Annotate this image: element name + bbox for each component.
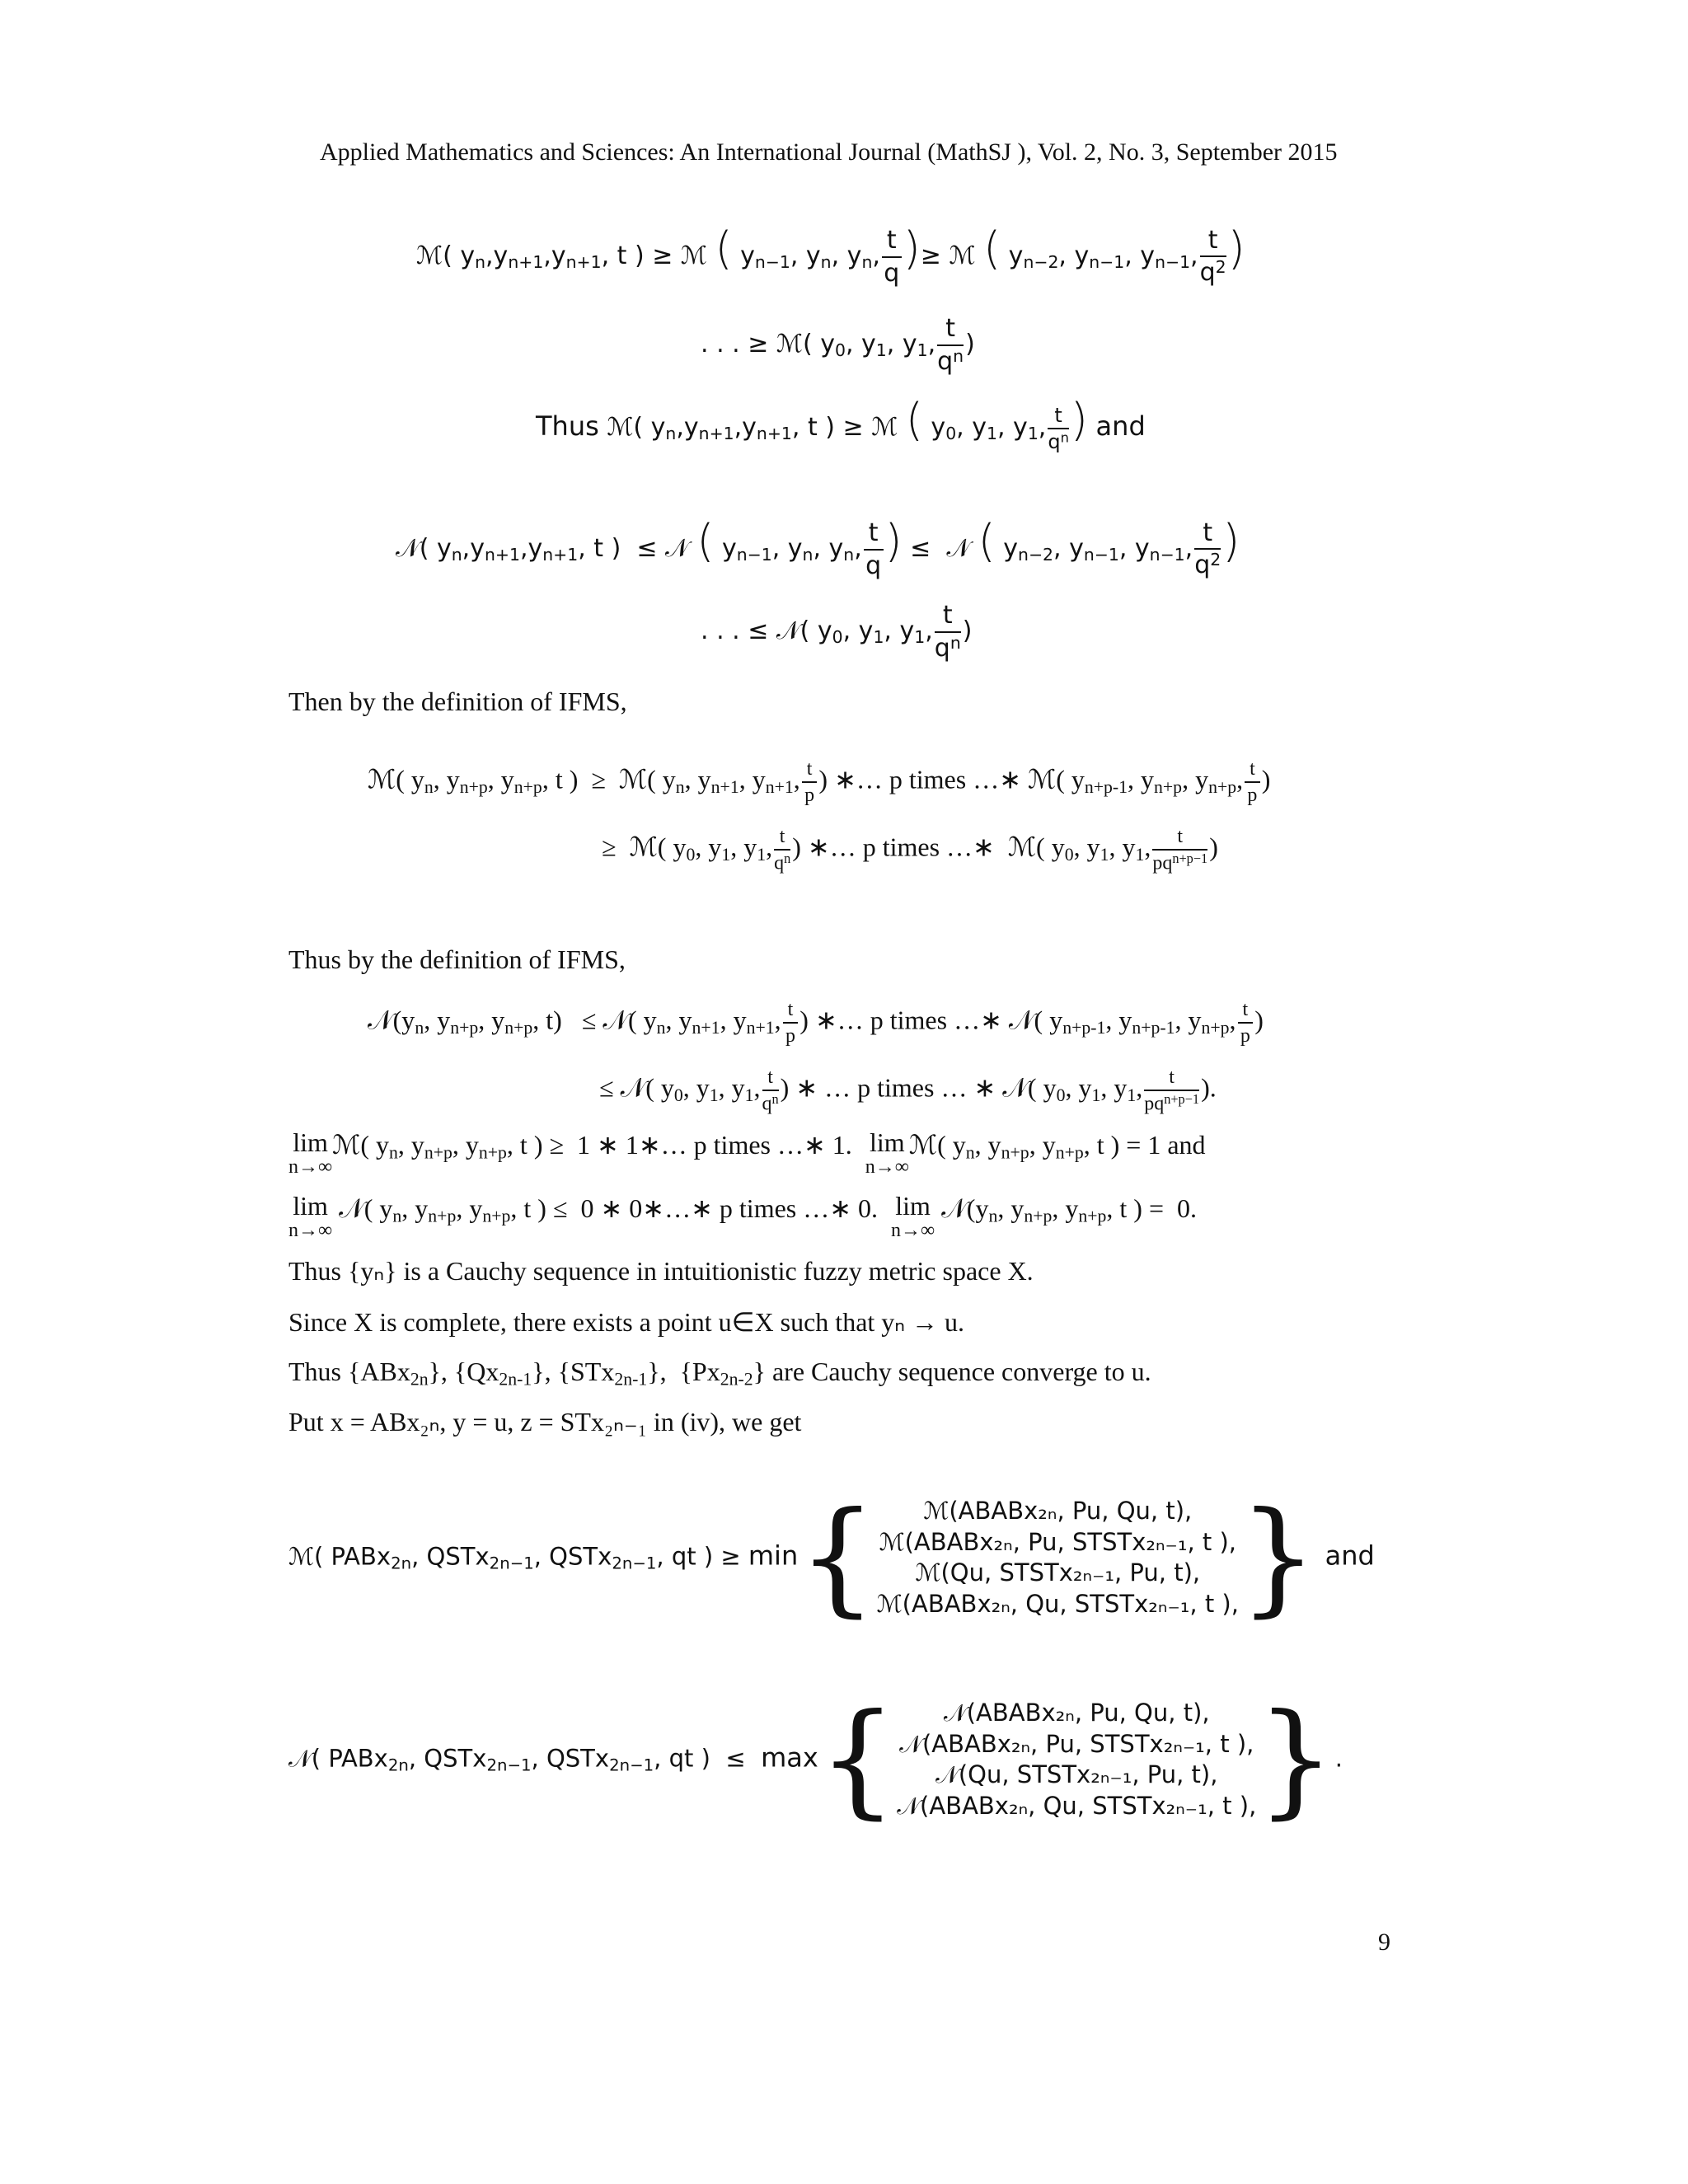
equation-n-ptimes-1: $𝒩(y_n$, $y_{n+p}$, $y_{n+p}$, t) ≤ 𝒩( $y_n$, $y_{n+1}$, $y_{n+1}$, $\frac{t}{p}$ ) ∗… p times …∗ 𝒩( $y_{n+p-1}$, $y_{n+p-1}$, $y_{n+p}$, $\frac{t}{p}$ ) xyxy=(368,999,1264,1047)
min-set-term: ℳ(Qu, STSTx₂ₙ₋₁, Pu, t), xyxy=(915,1558,1201,1587)
p-times-label: … p times … xyxy=(837,1005,981,1035)
min-operator: min xyxy=(748,1540,799,1572)
lim-subscript: n→∞ xyxy=(891,1219,935,1241)
min-set-term: ℳ(ABABx₂ₙ, Pu, Qu, t), xyxy=(923,1497,1193,1525)
equation-m-chain-1: ℳ( $y_n,y_{n+1},y_{n+1}$, t ) ≥ ℳ ( $y_{n-1}$, $y_n$, $y_n$, $\frac{t}{q}$ )≥ ℳ ( $y_{n-2}$, $y_{n-1}$, $y_{n-1}$, $\frac{t}{q^2}$ ) xyxy=(416,223,1245,288)
equation-m-thus: Thus ℳ( $y_n,y_{n+1},y_{n+1}$, t ) ≥ ℳ ( $y_0$, $y_1$, $y_1$, $\frac{t}{q^n}$ ) and xyxy=(536,394,1146,453)
page-number: 9 xyxy=(1378,1929,1390,1956)
paragraph-thus-ifms: Thus by the definition of IFMS, xyxy=(288,944,626,974)
equation-n-chain-2: . . . ≤ 𝒩( $y_0$, $y_1$, $y_1$, $\frac{t}{q^n}$ ) xyxy=(701,601,973,663)
journal-header: Applied Mathematics and Sciences: An International Journal (MathSJ ), Vol. 2, No. 3, September 2015 xyxy=(320,138,1338,166)
lim-operator: lim xyxy=(870,1127,905,1157)
min-set xyxy=(877,1496,1239,1620)
equation-m-ptimes-2: ≥ ℳ( $y_0$, $y_1$, $y_1$, $\frac{t}{q^n}$ ) ∗… p times …∗ ℳ( $y_0$, $y_1$, $y_1$, $\frac{t}{pq^{n+p-1}}$ ) xyxy=(602,826,1218,874)
equation-limit-n: lim n→∞ 𝒩( $y_n$, $y_{n+p}$, $y_{n+p}$, t ) ≤ 0 ∗ 0∗…∗ p times …∗ 0. lim n→∞ $𝒩(y_n$, $y_{n+p}$, $y_{n+p}$, t ) = 0. xyxy=(288,1191,1197,1241)
lim-operator: lim xyxy=(293,1191,328,1221)
lim-operator: lim xyxy=(293,1127,328,1157)
and-word: and xyxy=(1095,410,1146,442)
paragraph-sequences: Thus {ABx$_{2n}$}, $\{Qx_{2n-1}\}$, {STx$_{2n-1}$}, $\{Px_{2n-2}\}$ are Cauchy sequence converge to u. xyxy=(288,1357,1151,1390)
equation-n-ptimes-2: ≤ 𝒩( $y_0$, $y_1$, $y_1$, $\frac{t}{q^n}$ ) ∗ … p times … ∗ 𝒩( $y_0$, $y_1$, $y_1$, $\frac{t}{pq^{n+p-1}}$ ). xyxy=(599,1066,1217,1115)
paragraph-cauchy: Thus {yₙ} is a Cauchy sequence in intuitionistic fuzzy metric space X. xyxy=(288,1256,1034,1286)
lim-subscript: n→∞ xyxy=(288,1219,333,1241)
p-times-label: … p times … xyxy=(824,1072,968,1103)
equation-max: 𝒩( PABx$_{2n}$, QSTx$_{2n-1}$, QSTx$_{2n-1}$, qt ) ≤ max{ 𝒩(ABABx₂ₙ, Pu, Qu, t), 𝒩(ABABx₂ₙ, Pu, STSTx₂ₙ₋₁, t ), 𝒩(Qu, STSTx₂ₙ₋₁, Pu, t), 𝒩(ABABx₂ₙ, Qu, STSTx₂ₙ₋₁, t ), }. xyxy=(288,1688,1343,1832)
equation-m-chain-2: . . . ≥ ℳ( $y_0$, $y_1$, $y_1$, $\frac{t}{q^n}$ ) xyxy=(701,314,975,376)
max-set-term: 𝒩(ABABx₂ₙ, Qu, STSTx₂ₙ₋₁, t ), xyxy=(897,1792,1257,1821)
max-set-term: 𝒩(ABABx₂ₙ, Pu, Qu, t), xyxy=(943,1699,1210,1727)
p-times-label: … p times … xyxy=(856,764,1000,794)
p-times-label: … p times … xyxy=(829,832,973,862)
equation-m-ptimes-1: ℳ( $y_n$, $y_{n+p}$, $y_{n+p}$, t ) ≥ ℳ( $y_n$, $y_{n+1}$, $y_{n+1}$, $\frac{t}{p}$ ) ∗… p times …∗ ℳ( $y_{n+p-1}$, $y_{n+p}$, $y_{n+p}$, $\frac{t}{p}$ ) xyxy=(368,758,1271,806)
max-set-term: 𝒩(ABABx₂ₙ, Pu, STSTx₂ₙ₋₁, t ), xyxy=(899,1729,1254,1758)
paragraph-complete: Since X is complete, there exists a point u∈X such that yₙ → u. xyxy=(288,1307,965,1337)
max-operator: max xyxy=(761,1741,818,1774)
min-set-term: ℳ(ABABx₂ₙ, Pu, STSTx₂ₙ₋₁, t ), xyxy=(879,1527,1237,1556)
lim-operator: lim xyxy=(895,1191,931,1221)
equation-limit-m: lim n→∞ ℳ( $y_n$, $y_{n+p}$, $y_{n+p}$, t ) ≥ 1 ∗ 1∗… p times …∗ 1. lim n→∞ ℳ( $y_n$, $y_{n+p}$, $y_{n+p}$, t ) = 1 and xyxy=(288,1127,1206,1178)
paragraph-put: Put x = ABx₂ₙ, y = u, z = STx₂ₙ₋₁ in (iv), we get xyxy=(288,1407,802,1436)
max-set-term: 𝒩(Qu, STSTx₂ₙ₋₁, Pu, t), xyxy=(935,1760,1218,1789)
lim-subscript: n→∞ xyxy=(288,1155,333,1178)
max-set xyxy=(897,1698,1256,1822)
lim-subscript: n→∞ xyxy=(865,1155,909,1178)
paragraph-then-ifms: Then by the definition of IFMS, xyxy=(288,687,627,716)
equation-min: ℳ( PABx$_{2n}$, QSTx$_{2n-1}$, QSTx$_{2n-1}$, qt ) ≥ min{ ℳ(ABABx₂ₙ, Pu, Qu, t), ℳ(ABABx₂ₙ, Pu, STSTx₂ₙ₋₁, t ), ℳ(Qu, STSTx₂ₙ₋₁, Pu, t), ℳ(ABABx₂ₙ, Qu, STSTx₂ₙ₋₁, t ), } and xyxy=(288,1486,1375,1630)
thus-word: Thus xyxy=(536,410,599,442)
and-word: and xyxy=(1325,1540,1375,1572)
min-set-term: ℳ(ABABx₂ₙ, Qu, STSTx₂ₙ₋₁, t ), xyxy=(876,1590,1239,1619)
equation-n-chain-1: 𝒩( $y_n,y_{n+1},y_{n+1}$, t ) ≤ 𝒩 ( $y_{n-1}$, $y_n$, $y_n$, $\frac{t}{q}$ ) ≤ 𝒩 ( $y_{n-2}$, $y_{n-1}$, $y_{n-1}$, $\frac{t}{q^2}$ ) xyxy=(396,515,1240,580)
